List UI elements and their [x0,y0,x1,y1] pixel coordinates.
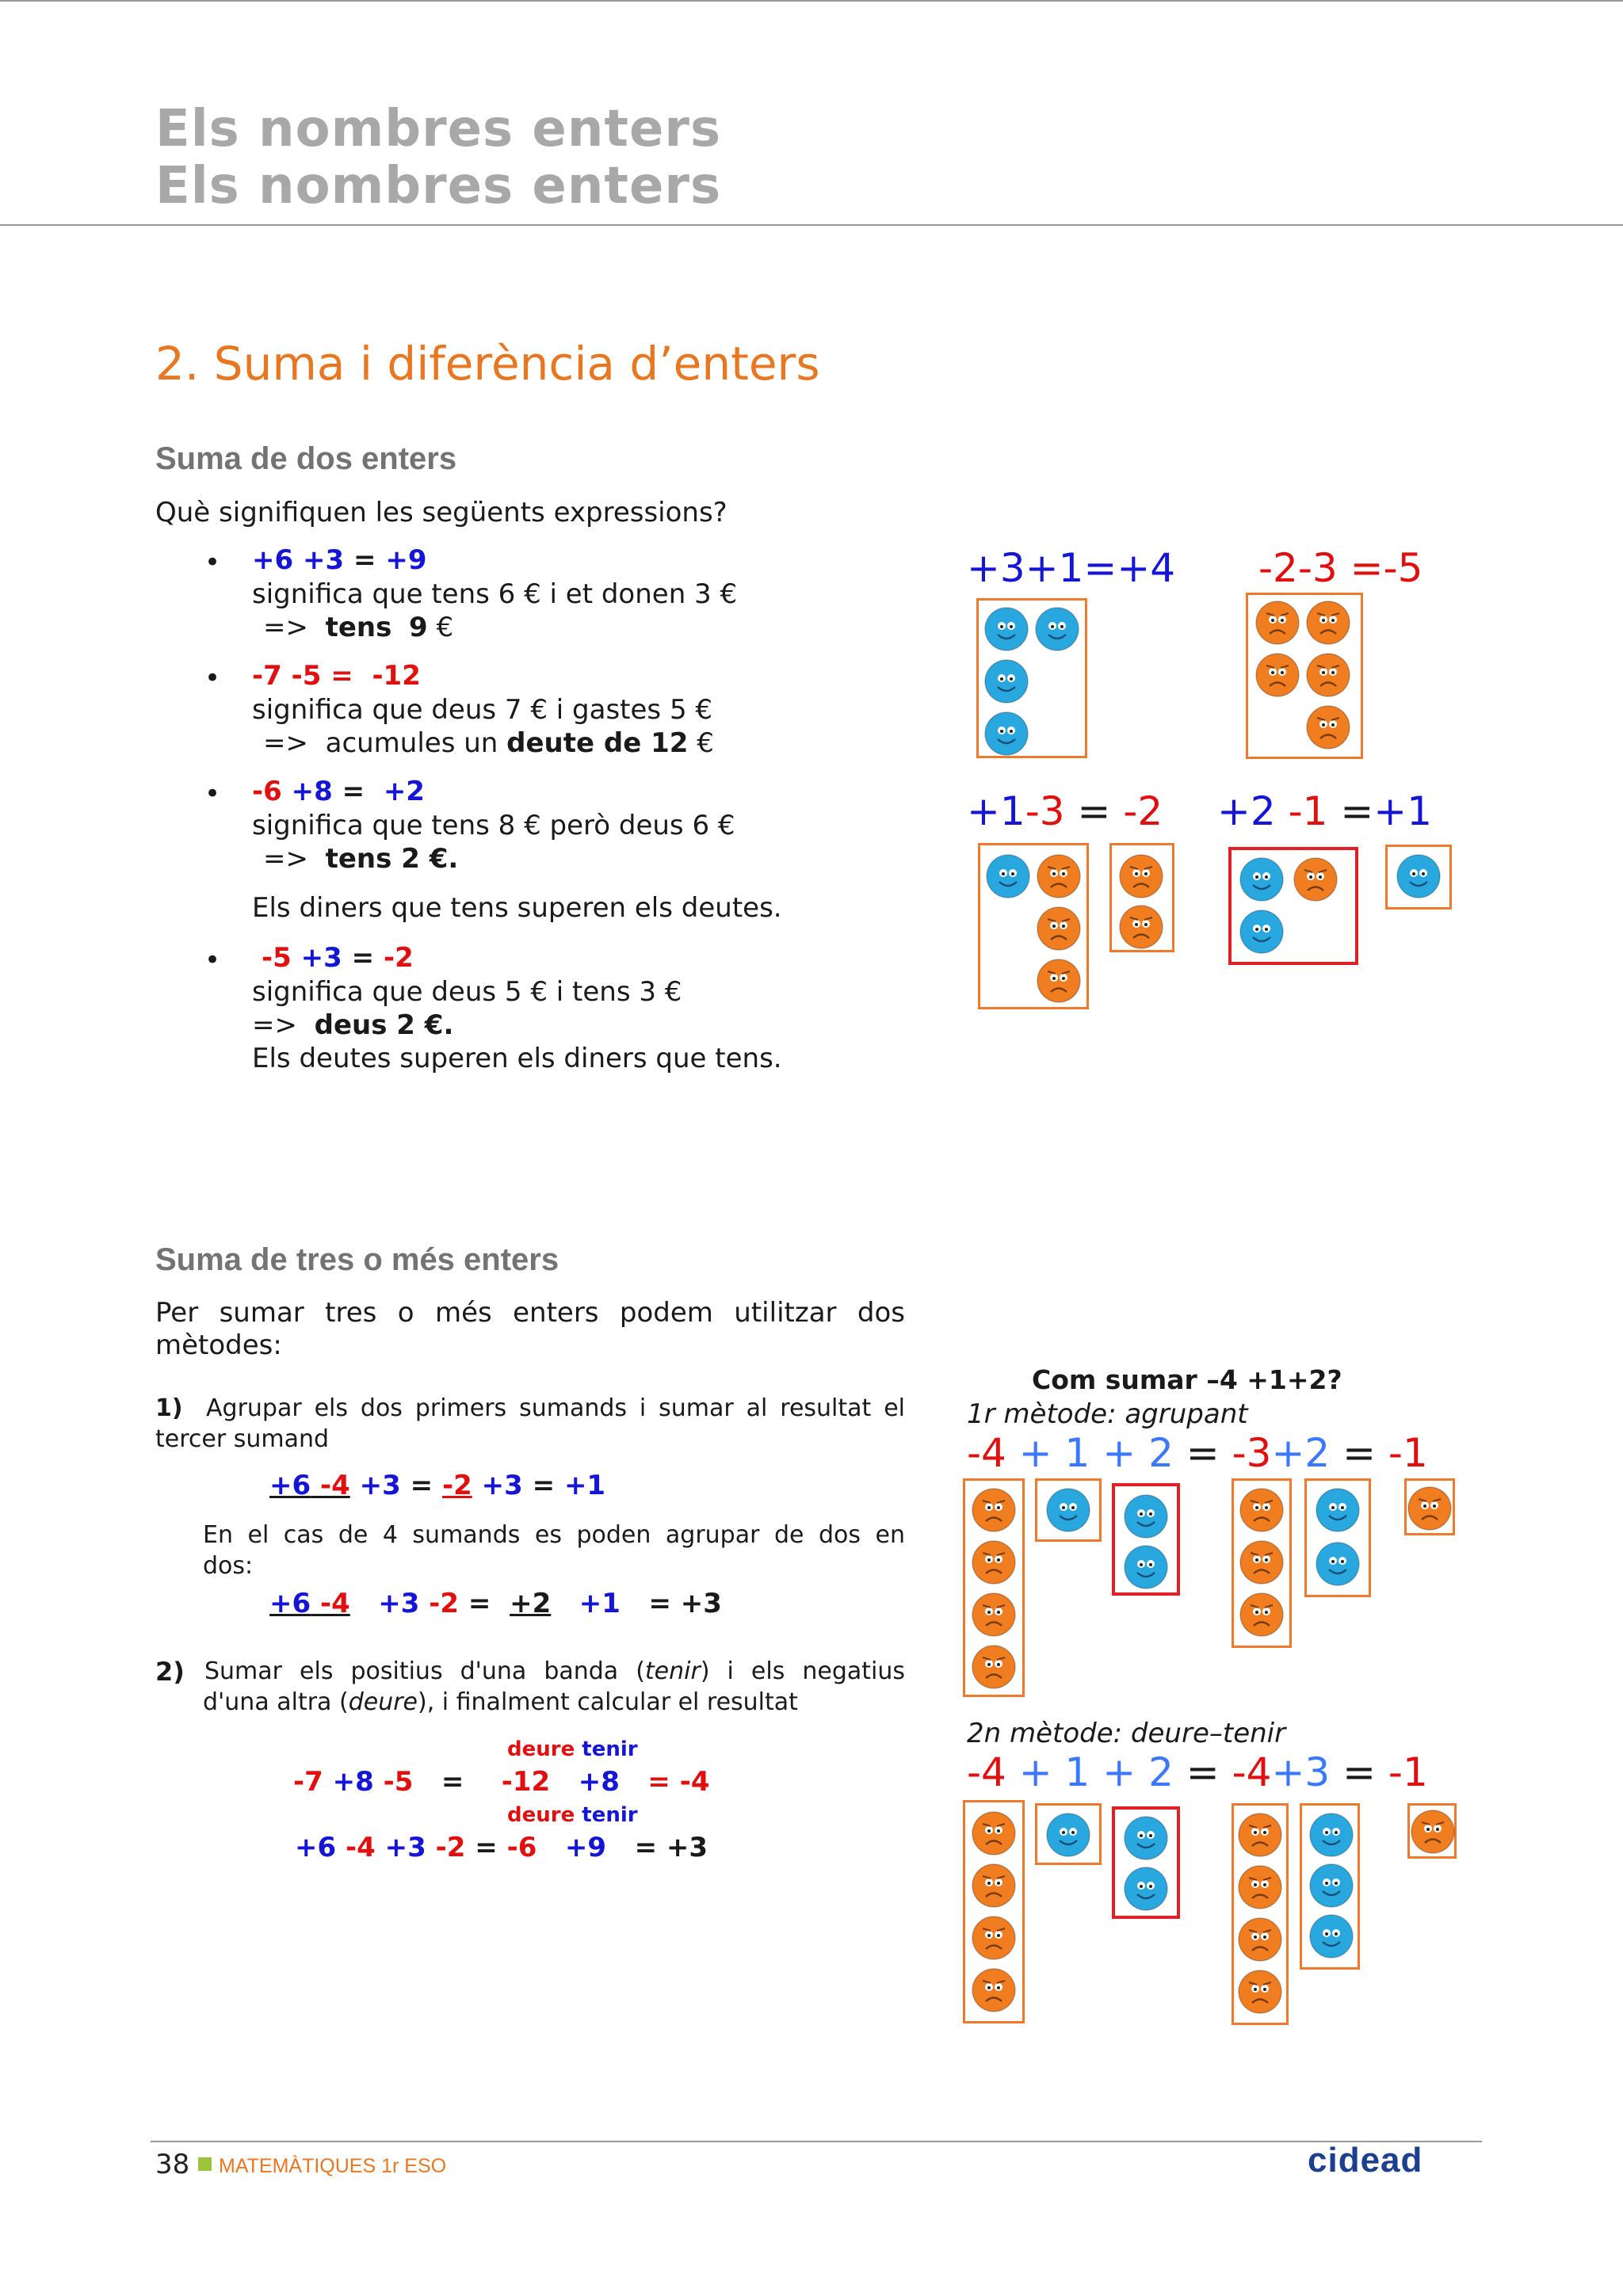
frown-face-icon [1236,1811,1284,1859]
method-1-label: 1r mètode: agrupant [967,1398,1248,1430]
diagram-eq-m2: -4 + 1 + 2 = -4+3 = -1 [967,1749,1428,1795]
expr-2-meaning: significa que deus 7 € i gastes 5 € [252,694,713,726]
subheading-suma-tres: Suma de tres o més enters [155,1242,559,1277]
footer-rule [151,2141,1482,2142]
expr-3-meaning: significa que tens 8 € però deus 6 € [252,810,735,841]
smiley-face-icon [1044,1811,1092,1859]
bullet-icon: • [204,944,221,976]
top-rule [0,0,1623,2]
frown-face-icon [970,1486,1018,1534]
method-1-equation-4: +6 -4 +3 -2 = +2 +1 = +3 [269,1588,722,1619]
method-2-text-line2: d'una altra (deure), i finalment calcular el resultat [203,1688,798,1716]
frown-face-icon [1035,905,1083,952]
subheading-suma-dos: Suma de dos enters [155,441,457,476]
page-number: 38 [155,2149,190,2180]
diagram-eq-4: +2 -1 =+1 [1217,788,1433,834]
expr-4-note: Els deutes superen els diners que tens. [252,1043,782,1074]
frown-face-icon [970,1810,1018,1857]
bullet-icon: • [204,778,221,810]
frown-face-icon [1238,1539,1285,1586]
smiley-face-icon [1395,852,1442,900]
expr-3-result: => tens 2 €. [263,843,459,875]
expr-4: -5 +3 = -2 [262,942,414,974]
smiley-face-icon [1033,605,1081,653]
expr-2-result: => acumules un deute de 12 € [263,727,714,759]
method-2-equation-1: -7 +8 -5 = -12 +8 = -4 [293,1766,710,1798]
expr-1-meaning: significa que tens 6 € i et donen 3 € [252,578,738,610]
expr-3-note: Els diners que tens superen els deutes. [252,892,782,924]
smiley-face-icon [983,605,1030,653]
smiley-face-icon [1122,1543,1170,1591]
frown-face-icon [1304,651,1352,699]
chapter-title: Els nombres enters [155,100,722,158]
method-1-equation: +6 -4 +3 = -2 +3 = +1 [269,1470,606,1501]
frown-face-icon [1254,651,1301,699]
expr-3: -6 +8 = +2 [252,776,425,807]
method-1-note-line1: En el cas de 4 sumands es poden agrupar de dos en [203,1521,905,1549]
chapter-title-repeat: Els nombres enters [155,157,722,215]
frown-face-icon [1304,599,1352,646]
frown-face-icon [1409,1808,1457,1855]
expr-4-result: => deus 2 €. [252,1009,454,1041]
label-deure-tenir: deure tenir [507,1737,638,1761]
diagram-eq-1: +3+1=+4 [967,545,1176,591]
frown-face-icon [1238,1591,1285,1638]
intro-methods-line2: mètodes: [155,1329,282,1361]
frown-face-icon [970,1539,1018,1586]
smiley-face-icon [1044,1486,1092,1534]
frown-face-icon [970,1966,1018,2014]
smiley-face-icon [1308,1811,1355,1859]
frown-face-icon [1238,1486,1285,1534]
bullet-icon: • [204,547,221,578]
smiley-face-icon [1122,1493,1170,1540]
method-2-label: 2n mètode: deure–tenir [967,1718,1286,1749]
frown-face-icon [970,1862,1018,1909]
label-deure-tenir: deure tenir [507,1803,638,1827]
frown-face-icon [1236,1863,1284,1911]
frown-face-icon [1117,903,1165,951]
expr-1: +6 +3 = +9 [252,544,427,576]
expr-2: -7 -5 = -12 [252,660,421,692]
method-1-text-line1: Agrupar els dos primers sumands i sumar al resultat el [206,1394,905,1422]
diagram-eq-3: +1-3 = -2 [967,788,1163,834]
frown-face-icon [1035,852,1083,900]
expr-1-result: => tens 9 € [263,612,454,643]
smiley-face-icon [1308,1862,1355,1909]
smiley-face-icon [1314,1486,1361,1534]
method-1-note-line2: dos: [203,1552,254,1580]
frown-face-icon [1117,852,1165,900]
smiley-face-icon [1238,856,1285,903]
frown-face-icon [1406,1485,1453,1532]
diagram-title: Com sumar –4 +1+2? [1032,1364,1342,1395]
header-rule [0,224,1623,226]
frown-face-icon [1035,957,1083,1005]
smiley-face-icon [1122,1865,1170,1913]
smiley-face-icon [1314,1540,1361,1588]
frown-face-icon [1236,1968,1284,2016]
method-2-equation-2: +6 -4 +3 -2 = -6 +9 = +3 [295,1832,708,1863]
footer-square-icon [198,2157,212,2171]
bullet-icon: • [204,662,221,694]
expr-4-meaning: significa que deus 5 € i tens 3 € [252,976,682,1008]
frown-face-icon [1254,599,1301,646]
frown-face-icon [970,1914,1018,1962]
frown-face-icon [1304,704,1352,751]
smiley-face-icon [1122,1814,1170,1862]
intro-question: Què signifiquen les següents expressions? [155,497,727,528]
frown-face-icon [1236,1916,1284,1963]
smiley-face-icon [1238,908,1285,955]
smiley-face-icon [983,710,1030,757]
diagram-eq-m1: -4 + 1 + 2 = -3+2 = -1 [967,1430,1428,1476]
smiley-face-icon [984,852,1032,900]
frown-face-icon [970,1643,1018,1691]
smiley-face-icon [1308,1913,1355,1960]
section-title: 2. Suma i diferència d’enters [155,337,820,391]
smiley-face-icon [983,658,1030,705]
method-2-number: 2) [155,1657,185,1687]
footer-label: MATEMÀTIQUES 1r ESO [219,2155,447,2177]
method-1-text-line2: tercer sumand [155,1425,330,1453]
diagram-eq-2: -2-3 =-5 [1258,545,1423,591]
intro-methods-line1: Per sumar tres o més enters podem utilitzar dos [155,1297,905,1329]
frown-face-icon [970,1591,1018,1638]
method-1-number: 1) [155,1394,183,1422]
method-2-text-line1: Sumar els positius d'una banda (tenir) i els negatius [204,1657,905,1685]
frown-face-icon [1292,856,1339,903]
cidead-logo: cidead [1308,2141,1423,2180]
